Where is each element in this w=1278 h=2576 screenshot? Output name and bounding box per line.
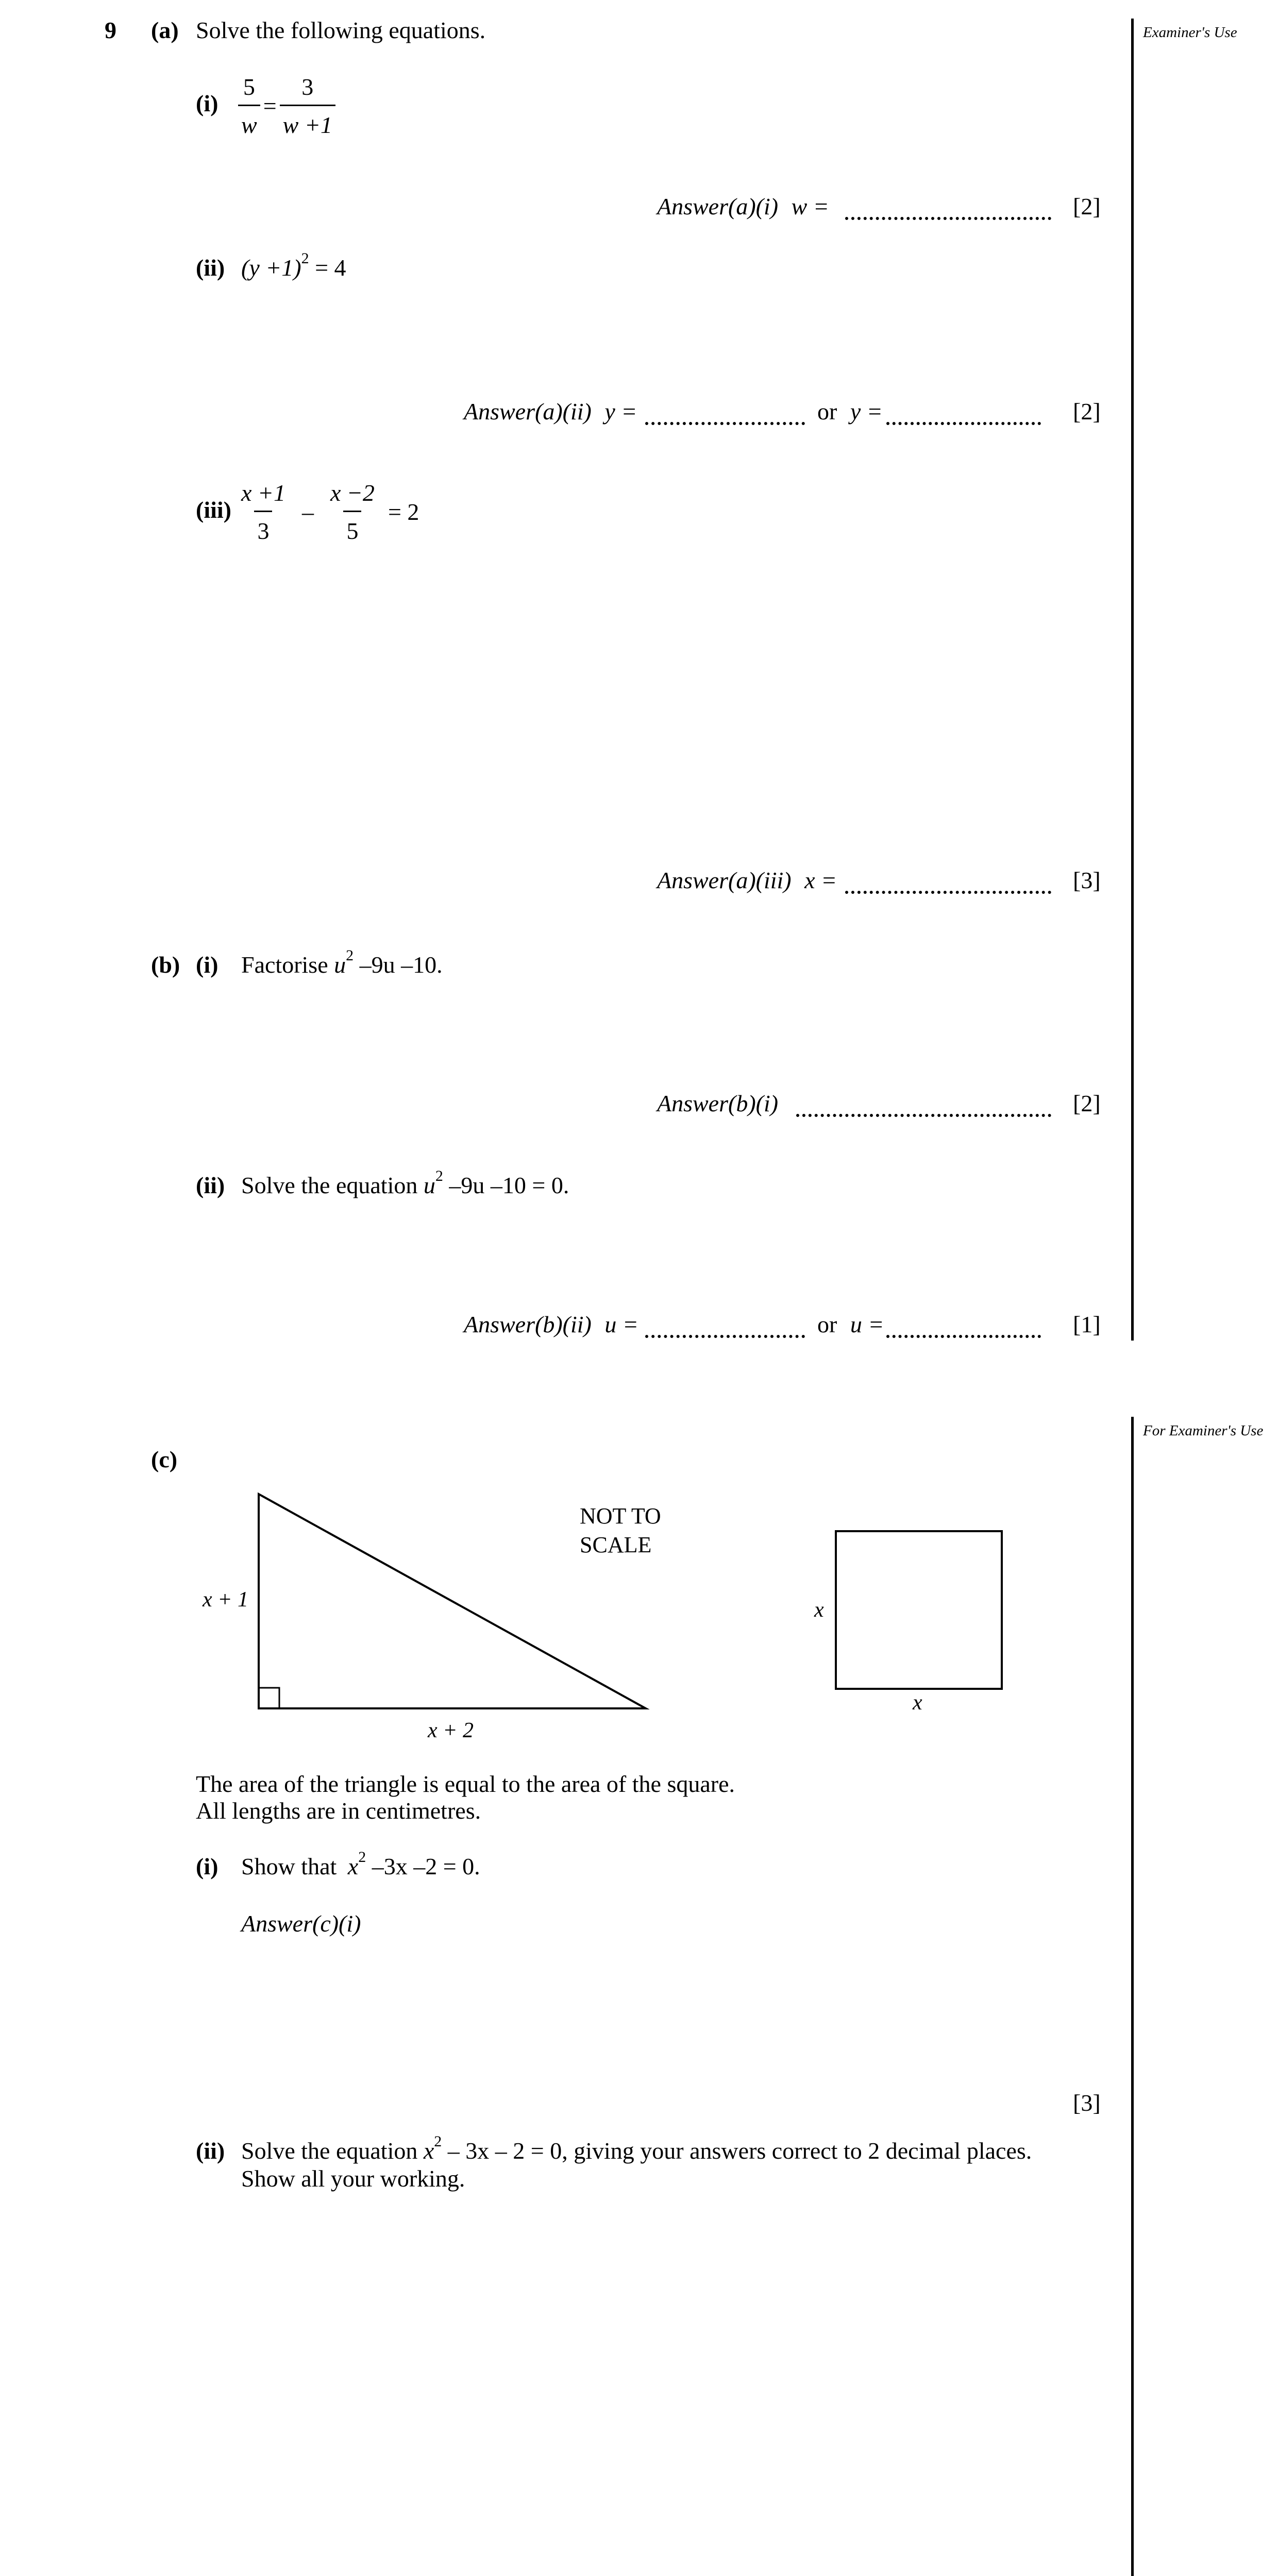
part-c-ii-line2: Show all your working. (241, 2165, 465, 2192)
answer-variable: y = (604, 398, 637, 425)
equals-sign: = (263, 92, 277, 119)
answer-c-i-label: Answer(c)(i) (241, 1910, 361, 1937)
part-c-label: (c) (151, 1446, 178, 1472)
statement-area-equal: The area of the triangle is equal to the area of the square. (196, 1771, 735, 1797)
minus-sign: – (301, 498, 314, 525)
instruction: Solve the equation (241, 1172, 418, 1198)
answer-label: Answer(b)(ii) (464, 1311, 592, 1337)
bracket-term: (y +1) (241, 255, 301, 281)
variable: x (423, 2138, 434, 2164)
marks-b-i: [2] (1073, 1090, 1101, 1116)
part-b-label: (b) (151, 952, 180, 978)
exponent: 2 (358, 1849, 366, 1866)
examiners-use-label-2: For Examiner's Use (1143, 1422, 1264, 1439)
answer-label: Answer(a)(ii) (464, 398, 592, 425)
answer-label: Answer(b)(i) (657, 1090, 779, 1116)
answer-label: Answer(a)(i) (657, 193, 779, 219)
or-text: or (817, 398, 837, 425)
marks-a-iii: [3] (1073, 867, 1101, 893)
answer-variable-2: u = (850, 1311, 884, 1337)
numerator: x +1 (241, 480, 285, 506)
statement-units: All lengths are in centimetres. (196, 1798, 481, 1824)
question-number: 9 (105, 17, 116, 43)
answer-variable: u = (604, 1311, 638, 1337)
exponent: 2 (435, 1167, 443, 1184)
numerator: 5 (243, 74, 255, 100)
expression-rest: –3x –2 = 0. (372, 1853, 480, 1879)
exponent: 2 (434, 2133, 442, 2150)
square-side-label: x (814, 1598, 824, 1622)
triangle-base-label: x + 2 (428, 1719, 474, 1742)
part-b-ii-label: (ii) (196, 1172, 225, 1198)
numerator: 3 (301, 74, 314, 100)
part-a-i-label: (i) (196, 90, 218, 116)
expression-rest: – 3x – 2 = 0, giving your answers correct to 2 decimal places. (447, 2138, 1032, 2164)
instruction: Factorise (241, 952, 328, 978)
part-a-ii-label: (ii) (196, 255, 225, 281)
expression-rest: –9u –10. (359, 952, 443, 978)
exponent: 2 (301, 250, 309, 267)
or-text: or (817, 1311, 837, 1337)
part-a-title: Solve the following equations. (196, 17, 486, 43)
part-c-ii-label: (ii) (196, 2138, 225, 2164)
answer-label: Answer(a)(iii) (657, 867, 792, 893)
denominator: 5 (343, 511, 361, 545)
examiners-use-label: Examiner's Use (1143, 24, 1237, 41)
instruction: Show that (241, 1853, 337, 1879)
not-to-scale-line-2: SCALE (580, 1532, 652, 1557)
answer-variable: x = (804, 867, 837, 893)
answer-variable: w = (791, 193, 829, 219)
denominator: w +1 (280, 105, 335, 139)
variable: x (347, 1853, 359, 1879)
variable: u (334, 952, 346, 978)
expression-rest: –9u –10 = 0. (449, 1172, 569, 1198)
denominator: w (238, 105, 260, 139)
answer-variable-2: y = (850, 398, 883, 425)
triangle-height-label: x + 1 (203, 1588, 248, 1612)
part-b-i-label: (i) (196, 952, 218, 978)
square-base-label: x (913, 1691, 922, 1715)
marks-a-i: [2] (1073, 193, 1101, 219)
part-a-label: (a) (151, 17, 179, 43)
marks-b-ii: [1] (1073, 1311, 1101, 1337)
part-c-ii-text (241, 2133, 1032, 2164)
square (836, 1531, 1002, 1689)
part-c-i-label: (i) (196, 1853, 218, 1879)
instruction: Solve the equation (241, 2138, 418, 2164)
right-angle-marker (259, 1688, 279, 1708)
numerator: x −2 (330, 480, 375, 506)
equation-rhs: = 4 (315, 255, 346, 281)
variable: u (423, 1172, 435, 1198)
not-to-scale-line-1: NOT TO (580, 1503, 661, 1529)
marks-c-i: [3] (1073, 2090, 1101, 2116)
denominator: 3 (254, 511, 272, 545)
marks-a-ii: [2] (1073, 398, 1101, 425)
part-c-i-text (241, 1849, 480, 1879)
equation-rhs: = 2 (388, 498, 419, 525)
exponent: 2 (346, 947, 354, 964)
part-a-iii-label: (iii) (196, 497, 231, 523)
